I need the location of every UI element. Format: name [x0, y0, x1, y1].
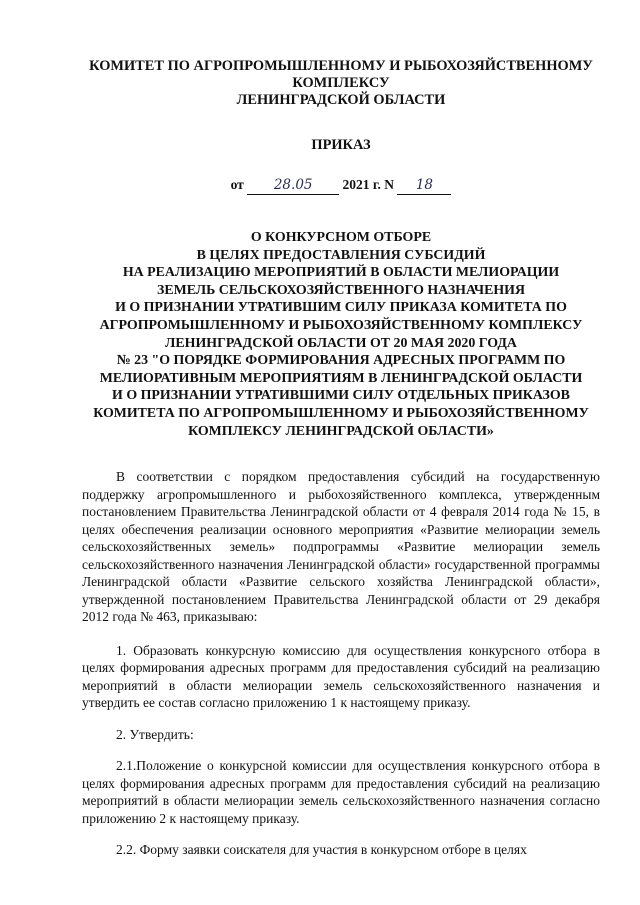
- year-number-label: 2021 г. N: [342, 177, 395, 192]
- title-line: И О ПРИЗНАНИИ УТРАТИВШИМИ СИЛУ ОТДЕЛЬНЫХ ПРИКАЗОВ: [112, 388, 570, 404]
- title-line: № 23 "О ПОРЯДКЕ ФОРМИРОВАНИЯ АДРЕСНЫХ ПРОГРАММ ПО: [116, 353, 566, 369]
- item-2-paragraph: 2. Утвердить:: [116, 726, 194, 742]
- title-line: АГРОПРОМЫШЛЕННОМУ И РЫБОХОЗЯЙСТВЕННОМУ КОМПЛЕКСУ: [99, 317, 583, 333]
- handwritten-date: 28.05: [247, 176, 339, 195]
- item-1-paragraph: 1. Образовать конкурсную комиссию для осуществления конкурсного отбора в целях формирования адресных программ для предоставления субсидий на реализацию мероприятий в области мелиорации земель сельскохозяйственного назначения и утвердить ее состав согласно приложению 1 к настоящему приказу.: [82, 642, 600, 711]
- title-line: НА РЕАЛИЗАЦИЮ МЕРОПРИЯТИЙ В ОБЛАСТИ МЕЛИОРАЦИИ: [122, 265, 560, 281]
- item-2-1-paragraph: 2.1.Положение о конкурсной комиссии для осуществления конкурсного отбора в целях формирования адресных программ для предоставления субсидий на реализацию мероприятий в области мелиорации земель сельскохозяйственного назначения согласно приложению 2 к настоящему приказу.: [82, 758, 600, 826]
- title-line: КОМИТЕТА ПО АГРОПРОМЫШЛЕННОМУ И РЫБОХОЗЯЙСТВЕННОМУ: [93, 405, 589, 421]
- handwritten-order-number: 18: [397, 176, 451, 195]
- title-line: ЛЕНИНГРАДСКОЙ ОБЛАСТИ ОТ 20 МАЯ 2020 ГОДА: [165, 335, 517, 351]
- title-line: КОМПЛЕКСУ ЛЕНИНГРАДСКОЙ ОБЛАСТИ»: [188, 423, 494, 439]
- order-title: [78, 229, 604, 440]
- header-line-1: КОМИТЕТ ПО АГРОПРОМЫШЛЕННОМУ И РЫБОХОЗЯЙСТВЕННОМУ: [89, 58, 593, 74]
- header-line-3: ЛЕНИНГРАДСКОЙ ОБЛАСТИ: [236, 92, 446, 108]
- title-line: И О ПРИЗНАНИИ УТРАТИВШИМ СИЛУ ПРИКАЗА КОМИТЕТА ПО: [115, 300, 567, 316]
- item-2-2-paragraph: 2.2. Форму заявки соискателя для участия в конкурсном отборе в целях: [116, 842, 527, 858]
- order-date-number-line: [82, 176, 600, 195]
- preamble-paragraph: В соответствии с порядком предоставления субсидий на государственную поддержку агропромышленного и рыбохозяйственного комплекса, утвержденным постановлением Правительства Ленинградской области от 4 февраля 2014 года № 15, в целях обеспечения реализации основного мероприятия «Развитие мелиорации земель сельскохозяйственных земель» подпрограммы «Развитие мелиорации земель сельскохозяйственного назначения Ленинградской области» государственной программы Ленинградской области «Развитие сельского хозяйства Ленинградской области», утвержденной постановлением Правительства Ленинградской области от 29 декабря 2012 года № 463, приказываю:: [82, 469, 600, 625]
- order-body: [82, 468, 600, 859]
- from-prefix: от: [230, 177, 244, 192]
- title-line: ЗЕМЕЛЬ СЕЛЬСКОХОЗЯЙСТВЕННОГО НАЗНАЧЕНИЯ: [157, 282, 525, 298]
- title-line: В ЦЕЛЯХ ПРЕДОСТАВЛЕНИЯ СУБСИДИЙ: [196, 247, 486, 263]
- header-line-2: КОМПЛЕКСУ: [292, 75, 390, 91]
- title-line: О КОНКУРСНОМ ОТБОРЕ: [250, 230, 432, 245]
- committee-header: [82, 58, 600, 109]
- title-line: МЕЛИОРАТИВНЫМ МЕРОПРИЯТИЯМ В ЛЕНИНГРАДСКОЙ ОБЛАСТИ: [99, 370, 583, 386]
- order-heading: ПРИКАЗ: [311, 137, 371, 153]
